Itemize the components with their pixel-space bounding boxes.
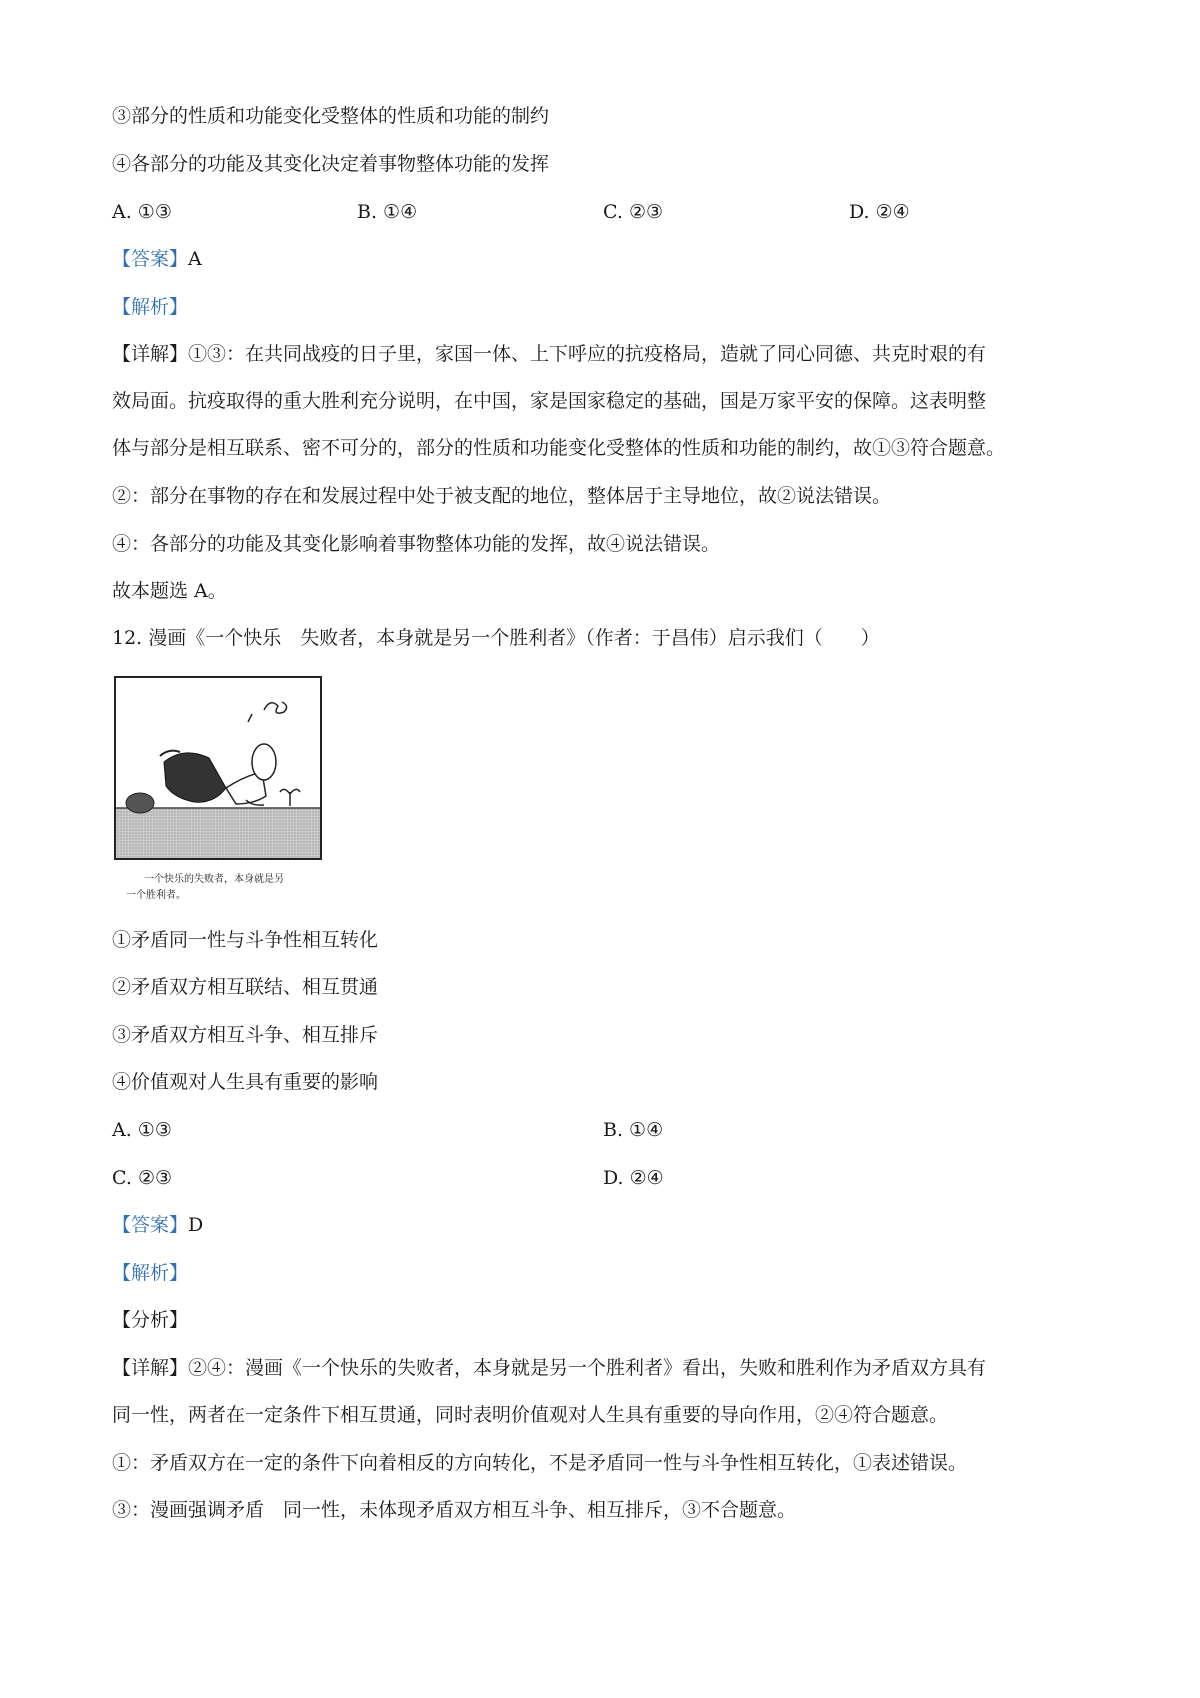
q11-conclusion: 故本题选 A。 — [112, 580, 227, 602]
q11-analysis-tag: 【解析】 — [112, 296, 189, 318]
q12-option-c: C. ②③ — [112, 1167, 173, 1189]
q12-fenxi-tag: 【分析】 — [112, 1309, 189, 1331]
q12-answer-line — [112, 1211, 203, 1239]
q11-option-d: D. ②④ — [849, 201, 910, 223]
q12-detail-line-1: 【详解】②④：漫画《一个快乐的失败者，本身就是另一个胜利者》看出，失败和胜利作为矛盾双方具有 — [112, 1357, 987, 1379]
cartoon-image — [114, 676, 322, 914]
q12-answer: D — [188, 1214, 204, 1236]
q12-statement-2: ②矛盾双方相互联结、相互贯通 — [112, 976, 379, 998]
q12-detail-line-3: ①：矛盾双方在一定的条件下向着相反的方向转化，不是矛盾同一性与斗争性相互转化，①表述错误。 — [112, 1452, 968, 1474]
answer-tag: 【答案】 — [112, 248, 189, 270]
q11-answer: A — [188, 248, 202, 270]
q12-statement-4: ④价值观对人生具有重要的影响 — [112, 1071, 379, 1093]
q11-answer-line — [112, 245, 202, 273]
q11-detail-line-4: ②：部分在事物的存在和发展过程中处于被支配的地位，整体居于主导地位，故②说法错误。 — [112, 485, 892, 507]
q12-option-a: A. ①③ — [112, 1119, 172, 1141]
q11-option-a: A. ①③ — [112, 201, 172, 223]
q12-detail-line-4: ③：漫画强调矛盾 同一性，未体现矛盾双方相互斗争、相互排斥，③不合题意。 — [112, 1499, 797, 1521]
q12-detail-line-2: 同一性，两者在一定条件下相互贯通，同时表明价值观对人生具有重要的导向作用，②④符合题意。 — [112, 1404, 949, 1426]
comic-caption-line-2: 一个胜利者。 — [126, 890, 186, 901]
q12-option-d: D. ②④ — [603, 1167, 664, 1189]
q12-option-b: B. ①④ — [603, 1119, 664, 1141]
q11-detail-line-3: 体与部分是相互联系、密不可分的，部分的性质和功能变化受整体的性质和功能的制约，故①③符合题意。 — [112, 437, 1006, 459]
q11-statement-3: ③部分的性质和功能变化受整体的性质和功能的制约 — [112, 105, 550, 127]
q11-option-c: C. ②③ — [603, 201, 664, 223]
q12-statement-1: ①矛盾同一性与斗争性相互转化 — [112, 929, 379, 951]
q12-stem: 12. 漫画《一个快乐 失败者，本身就是另一个胜利者》（作者：于昌伟）启示我们（ ） — [112, 627, 880, 649]
q11-detail-line-1: 【详解】①③：在共同战疫的日子里，家国一体、上下呼应的抗疫格局，造就了同心同德、共克时艰的有 — [112, 343, 987, 365]
q11-detail-line-2: 效局面。抗疫取得的重大胜利充分说明，在中国，家是国家稳定的基础，国是万家平安的保障。这表明整 — [112, 390, 987, 412]
q11-option-b: B. ①④ — [357, 201, 418, 223]
q12-analysis-tag: 【解析】 — [112, 1262, 189, 1284]
comic-caption-line-1: 一个快乐的失败者，本身就是另 — [144, 874, 284, 885]
q12-statement-3: ③矛盾双方相互斗争、相互排斥 — [112, 1024, 379, 1046]
answer-tag: 【答案】 — [112, 1214, 189, 1236]
q11-detail-line-5: ④：各部分的功能及其变化影响着事物整体功能的发挥，故④说法错误。 — [112, 533, 721, 555]
q11-statement-4: ④各部分的功能及其变化决定着事物整体功能的发挥 — [112, 153, 550, 175]
